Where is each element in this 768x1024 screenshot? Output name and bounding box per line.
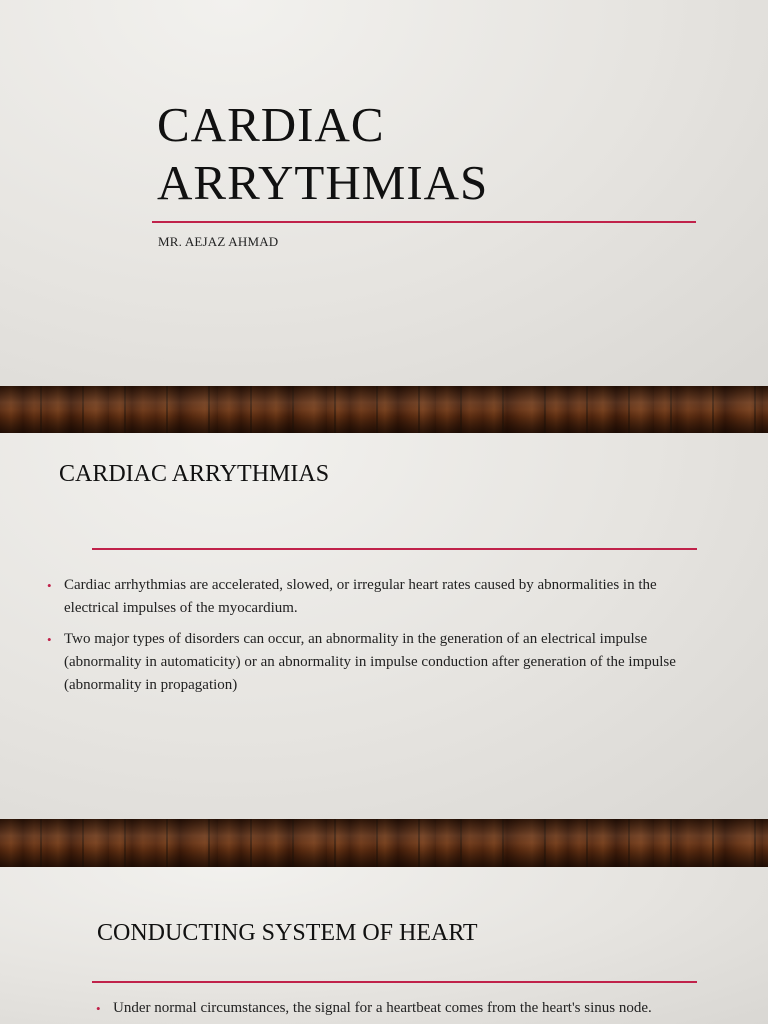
wood-floor-band: [0, 386, 768, 433]
bullet-list: [96, 997, 716, 1024]
bullet-marker: •: [96, 1001, 101, 1016]
wood-floor-band: [0, 819, 768, 867]
bullet-text: Under normal circumstances, the signal for a heartbeat comes from the heart's sinus node.: [113, 1000, 652, 1016]
bullet-text: Cardiac arrhythmias are accelerated, slowed, or irregular heart rates caused by abnormalities in the electrical impulses of the myocardium.: [64, 577, 657, 616]
slide-cardiac-arrythmias: [0, 433, 768, 819]
heading-divider: [92, 548, 697, 550]
list-item: [47, 574, 707, 620]
title-line-1: CARDIAC: [157, 97, 385, 152]
list-item: [47, 628, 707, 697]
slide-title-heading: [157, 96, 488, 212]
list-item: [96, 997, 716, 1020]
bullet-marker: •: [47, 578, 52, 593]
presenter-name: MR. AEJAZ AHMAD: [158, 234, 279, 249]
title-divider: [152, 221, 696, 223]
slide-heading: CARDIAC ARRYTHMIAS: [59, 461, 330, 487]
bullet-text: Two major types of disorders can occur, an abnormality in the generation of an electrical impulse (abnormality in automaticity) or an abnormality in impulse conduction after generation of the impulse (abnormality in propagation): [64, 631, 676, 693]
slide-heading: CONDUCTING SYSTEM OF HEART: [97, 920, 478, 946]
title-line-2: ARRYTHMIAS: [157, 155, 489, 210]
slide-title: [0, 0, 768, 386]
slide-conducting-system: [0, 867, 768, 1024]
bullet-list: [47, 574, 707, 705]
heading-divider: [92, 981, 697, 983]
bullet-marker: •: [47, 632, 52, 647]
